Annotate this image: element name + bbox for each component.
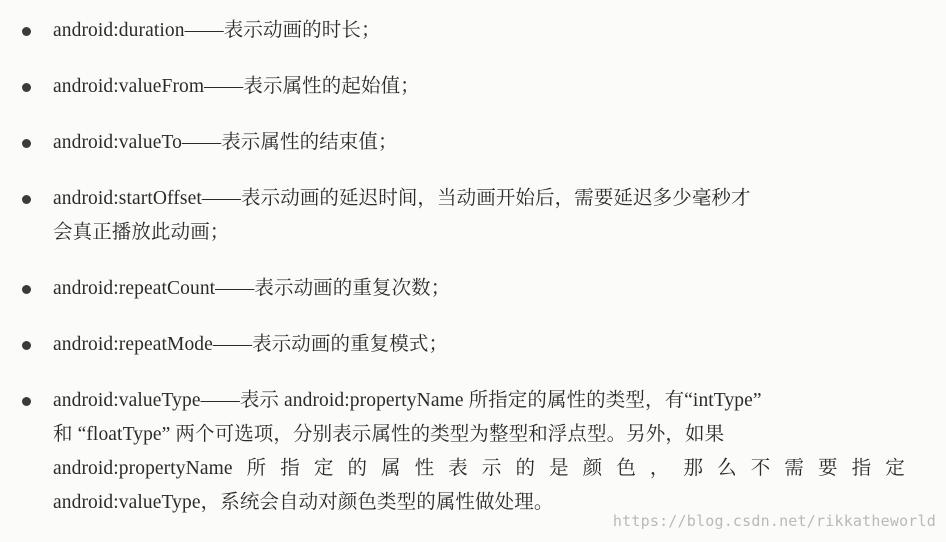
bullet-dot-icon bbox=[22, 27, 31, 36]
line-segment: 表 bbox=[448, 458, 468, 479]
item-text-line-2: 和 “floatType” 两个可选项，分别表示属性的类型为整型和浮点型。另外，如果 bbox=[53, 424, 725, 445]
line-segment: 需 bbox=[784, 458, 804, 479]
line-segment: 颜 bbox=[582, 458, 603, 479]
line-segment: ， bbox=[649, 458, 670, 479]
attribute-bullet-list bbox=[22, 14, 922, 520]
bullet-dot-icon bbox=[22, 285, 31, 294]
item-text-line-4: android:valueType，系统会自动对颜色类型的属性做处理。 bbox=[53, 492, 554, 513]
line-segment: 定 bbox=[885, 458, 905, 479]
line-segment: 指 bbox=[280, 458, 300, 479]
item-text: android:repeatMode——表示动画的重复模式； bbox=[53, 334, 449, 355]
item-text: android:repeatCount——表示动画的重复次数； bbox=[53, 278, 451, 299]
bullet-dot-icon bbox=[22, 341, 31, 350]
list-item bbox=[22, 272, 922, 306]
line-segment: 定 bbox=[313, 458, 334, 479]
line-segment: 属 bbox=[381, 458, 401, 479]
line-segment: 的 bbox=[347, 458, 368, 479]
list-item bbox=[22, 328, 922, 362]
line-segment: 色 bbox=[616, 458, 636, 479]
item-text-line-3 bbox=[53, 452, 905, 486]
item-text: android:duration——表示动画的时长； bbox=[53, 20, 381, 41]
line-segment: 指 bbox=[851, 458, 872, 479]
list-item bbox=[22, 126, 922, 160]
list-item bbox=[22, 14, 922, 48]
line-segment: 要 bbox=[817, 458, 838, 479]
line-segment: 不 bbox=[750, 458, 771, 479]
line-segment: 示 bbox=[481, 458, 502, 479]
watermark-url: https://blog.csdn.net/rikkatheworld bbox=[612, 512, 936, 530]
item-text: android:valueFrom——表示属性的起始值； bbox=[53, 76, 420, 97]
bullet-dot-icon bbox=[22, 83, 31, 92]
line-segment: 性 bbox=[414, 458, 435, 479]
line-segment: 是 bbox=[549, 458, 569, 479]
bullet-dot-icon bbox=[22, 397, 31, 406]
list-item bbox=[22, 384, 922, 520]
line-segment: 的 bbox=[515, 458, 536, 479]
list-item bbox=[22, 70, 922, 104]
item-text: android:valueTo——表示属性的结束值； bbox=[53, 132, 398, 153]
line-segment: 么 bbox=[717, 458, 737, 479]
item-text-line-1: android:startOffset——表示动画的延迟时间，当动画开始后，需要延迟多少毫秒才 bbox=[53, 188, 751, 209]
bullet-dot-icon bbox=[22, 139, 31, 148]
line-segment: android:propertyName bbox=[53, 458, 233, 479]
line-segment: 那 bbox=[683, 458, 704, 479]
item-text-line-2: 会真正播放此动画； bbox=[53, 222, 230, 243]
line-segment: 所 bbox=[246, 458, 267, 479]
item-text-line-1: android:valueType——表示 android:propertyName 所指定的属性的类型，有“intType” bbox=[53, 390, 762, 411]
list-item bbox=[22, 182, 922, 250]
bullet-dot-icon bbox=[22, 195, 31, 204]
